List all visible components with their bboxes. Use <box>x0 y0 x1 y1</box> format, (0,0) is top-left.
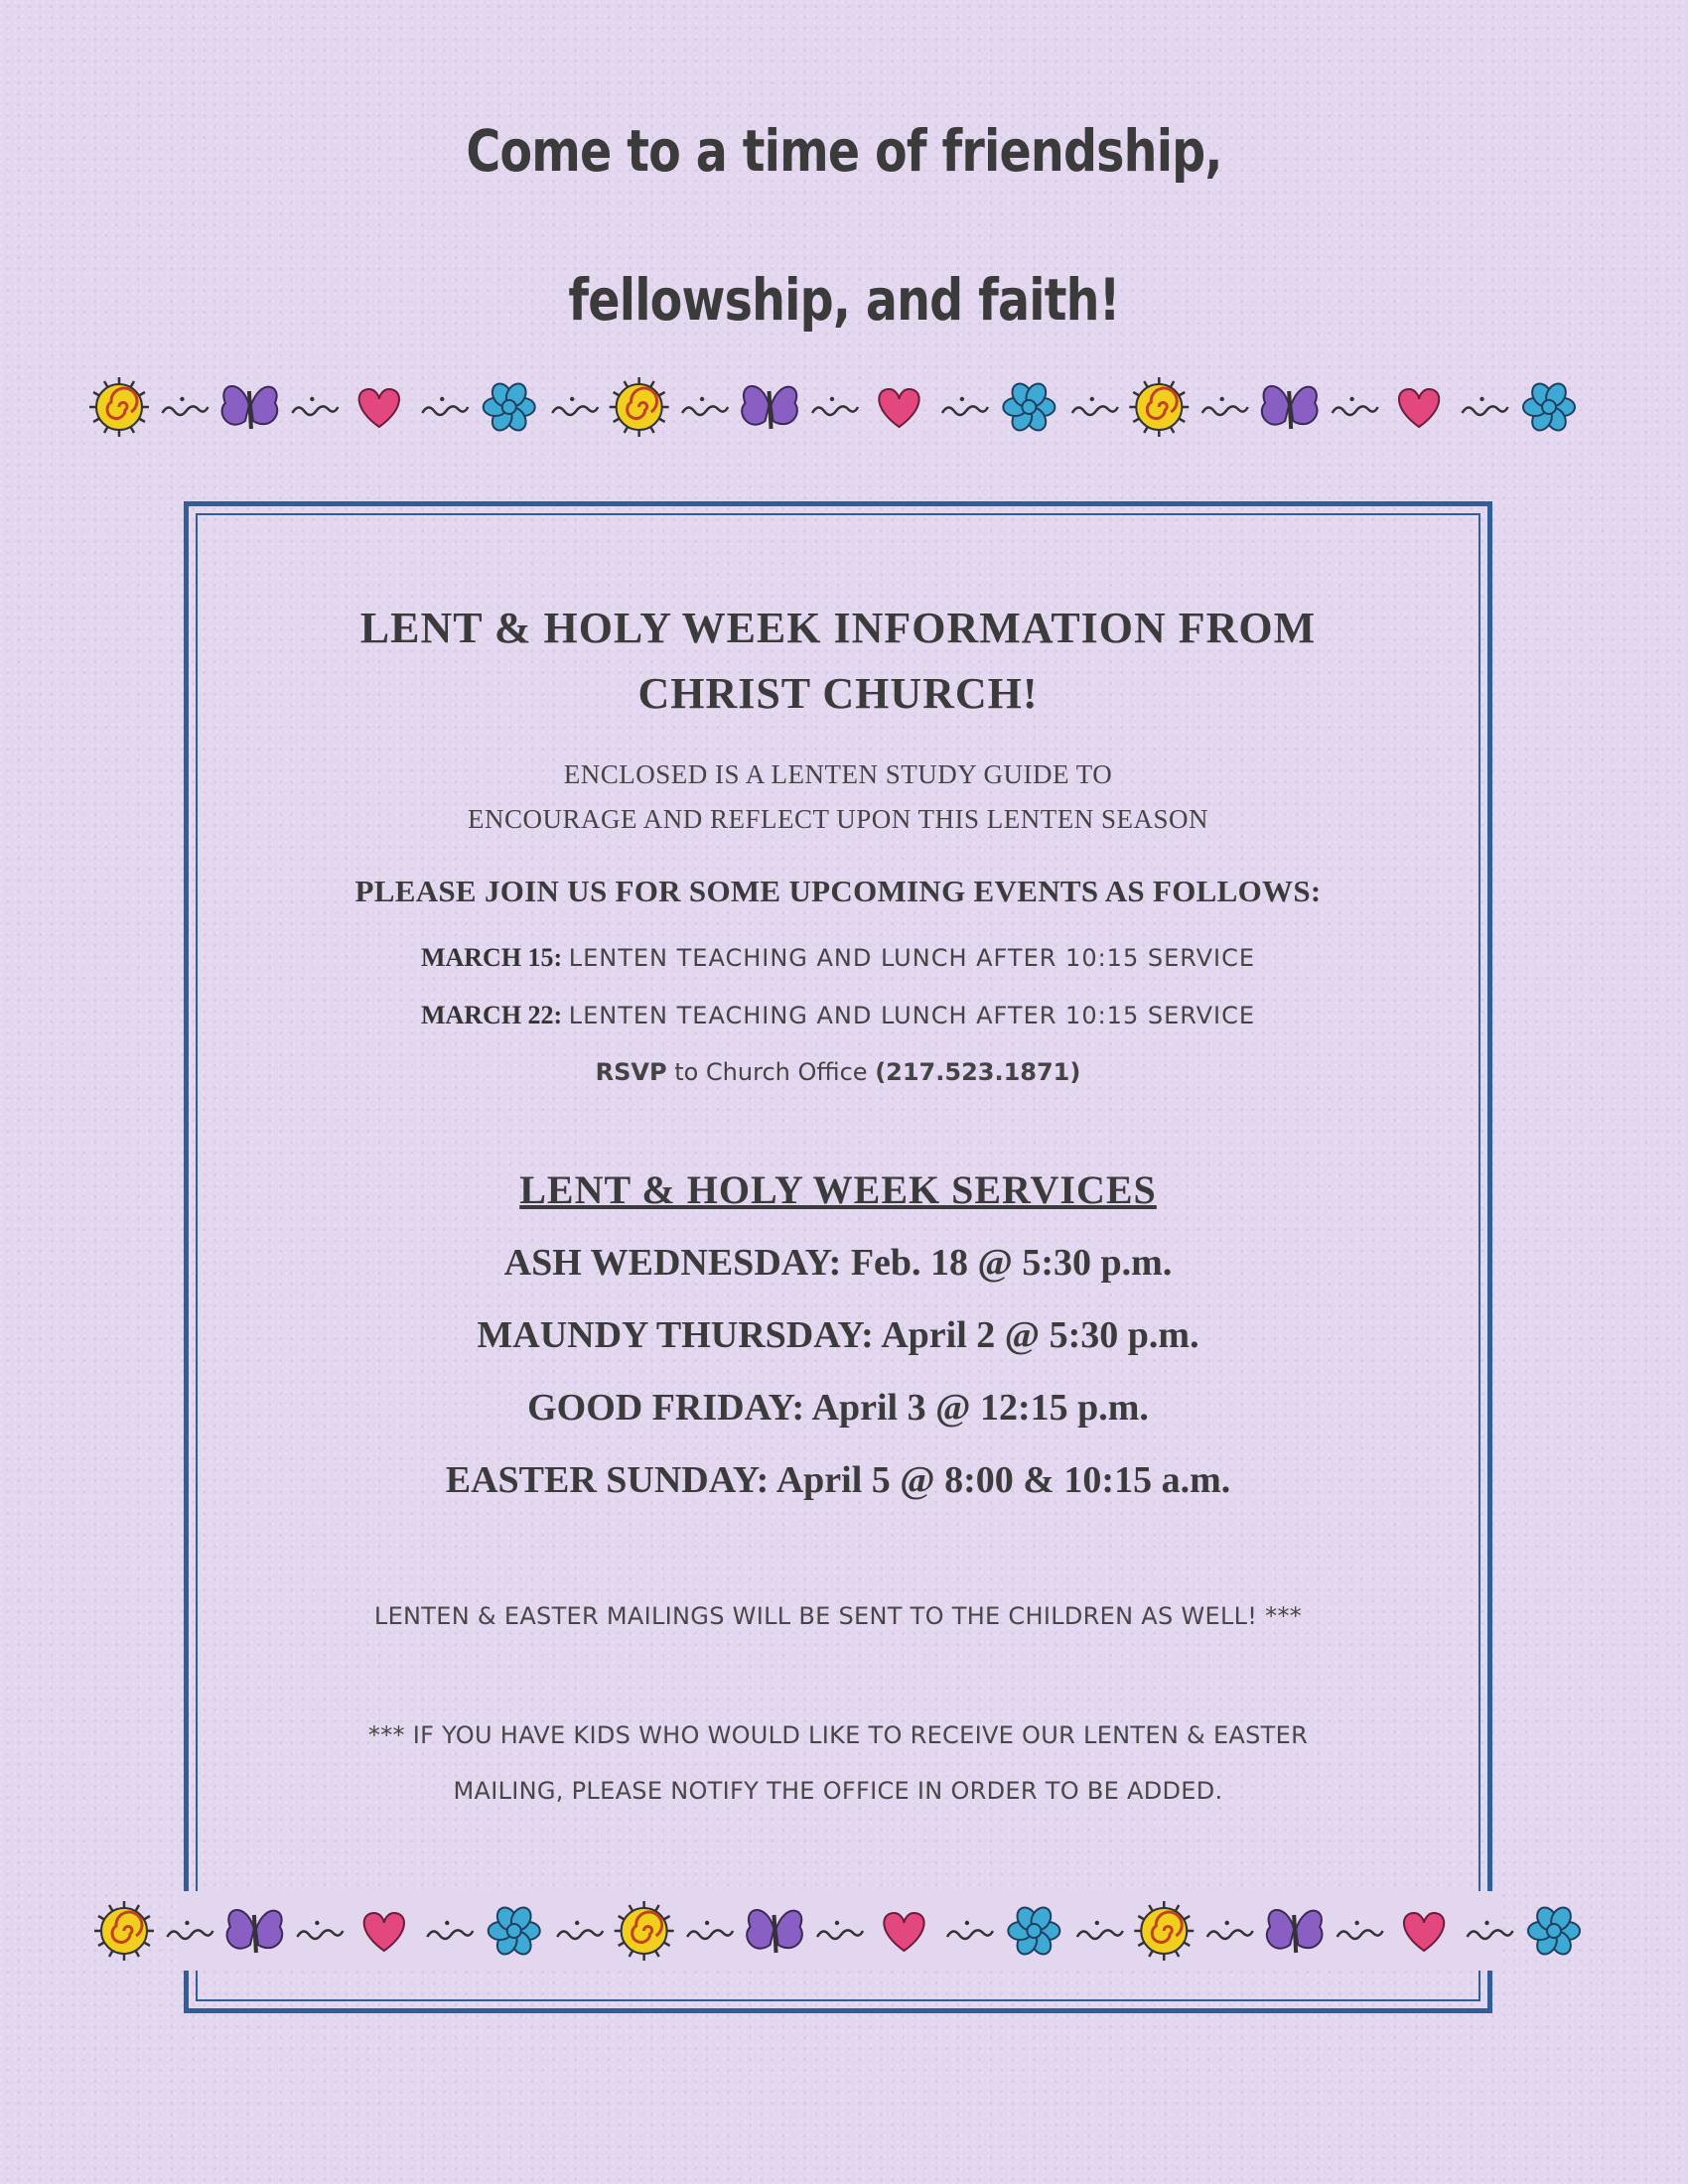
mailing-note: LENTEN & EASTER MAILINGS WILL BE SENT TO THE CHILDREN AS WELL! *** <box>373 1602 1303 1630</box>
squiggle-icon <box>1072 397 1118 415</box>
squiggle-icon <box>687 1921 733 1939</box>
event-text: LENTEN TEACHING AND LUNCH AFTER 10:15 SERVICE <box>568 1002 1256 1029</box>
butterfly-icon <box>222 386 278 429</box>
flower-icon <box>1003 380 1055 434</box>
sun-icon <box>89 377 149 437</box>
intro-text <box>196 752 1480 842</box>
join-heading: PLEASE JOIN US FOR SOME UPCOMING EVENTS AS FOLLOWS: <box>354 874 1322 908</box>
squiggle-icon <box>947 1921 993 1939</box>
squiggle-icon <box>552 397 598 415</box>
info-title-line-1: LENT & HOLY WEEK INFORMATION FROM <box>359 604 1317 652</box>
heart-icon <box>364 1913 404 1951</box>
sun-icon <box>1129 377 1189 437</box>
heart-icon <box>1404 1913 1444 1951</box>
decorative-border-bottom <box>89 1896 1589 1966</box>
kids-note <box>196 1707 1480 1819</box>
heart-icon <box>884 1913 923 1951</box>
sun-icon <box>615 1901 674 1961</box>
event-date: MARCH 22: <box>420 1001 563 1029</box>
rsvp-label: RSVP <box>595 1058 667 1086</box>
squiggle-icon <box>422 397 468 415</box>
services-heading: LENT & HOLY WEEK SERVICES <box>519 1167 1157 1212</box>
butterfly-icon <box>1267 1910 1323 1953</box>
event-text: LENTEN TEACHING AND LUNCH AFTER 10:15 SERVICE <box>568 944 1256 972</box>
sun-icon <box>1134 1901 1194 1961</box>
info-title-line-2: CHRIST CHURCH! <box>637 669 1039 718</box>
service-good-friday: GOOD FRIDAY: April 3 @ 12:15 p.m. <box>527 1387 1149 1429</box>
rsvp-line <box>196 1058 1480 1086</box>
flower-icon <box>489 1904 540 1958</box>
squiggle-icon <box>1468 1921 1513 1939</box>
butterfly-icon <box>747 1910 802 1953</box>
event-date: MARCH 15: <box>420 943 563 972</box>
butterfly-icon <box>227 1910 283 1953</box>
squiggle-icon <box>682 397 728 415</box>
intro-line-2: ENCOURAGE AND REFLECT UPON THIS LENTEN SEASON <box>467 804 1209 834</box>
squiggle-icon <box>297 1921 343 1939</box>
info-title <box>196 596 1480 727</box>
squiggle-icon <box>1463 397 1508 415</box>
flower-icon <box>484 380 535 434</box>
squiggle-icon <box>1333 397 1378 415</box>
squiggle-icon <box>427 1921 473 1939</box>
heart-icon <box>879 389 918 427</box>
rsvp-text: to Church Office <box>674 1058 868 1086</box>
heart-icon <box>1399 389 1439 427</box>
sun-icon <box>94 1901 154 1961</box>
squiggle-icon <box>942 397 988 415</box>
rsvp-phone: (217.523.1871) <box>875 1058 1081 1086</box>
event-march-15 <box>196 943 1480 973</box>
squiggle-icon <box>167 1921 212 1939</box>
flower-icon <box>1008 1904 1059 1958</box>
squiggle-icon <box>1337 1921 1383 1939</box>
kids-note-line-1: *** IF YOU HAVE KIDS WHO WOULD LIKE TO RECEIVE OUR LENTEN & EASTER <box>367 1721 1309 1749</box>
sun-icon <box>610 377 669 437</box>
squiggle-icon <box>162 397 208 415</box>
service-ash-wednesday: ASH WEDNESDAY: Feb. 18 @ 5:30 p.m. <box>503 1242 1173 1284</box>
headline-line-1: Come to a time of friendship, <box>466 117 1222 185</box>
service-maundy-thursday: MAUNDY THURSDAY: April 2 @ 5:30 p.m. <box>477 1314 1199 1356</box>
flower-icon <box>1528 1904 1580 1958</box>
flower-icon <box>1523 380 1575 434</box>
squiggle-icon <box>1077 1921 1123 1939</box>
headline-line-2: fellowship, and faith! <box>568 266 1120 334</box>
event-march-22 <box>196 1001 1480 1030</box>
butterfly-icon <box>742 386 797 429</box>
kids-note-line-2: MAILING, PLEASE NOTIFY THE OFFICE IN ORDER TO BE ADDED. <box>453 1777 1223 1805</box>
butterfly-icon <box>1262 386 1318 429</box>
squiggle-icon <box>557 1921 603 1939</box>
squiggle-icon <box>292 397 338 415</box>
squiggle-icon <box>1202 397 1248 415</box>
squiggle-icon <box>812 397 858 415</box>
squiggle-icon <box>1207 1921 1253 1939</box>
squiggle-icon <box>817 1921 863 1939</box>
intro-line-1: ENCLOSED IS A LENTEN STUDY GUIDE TO <box>563 759 1113 789</box>
heart-icon <box>359 389 399 427</box>
service-easter-sunday: EASTER SUNDAY: April 5 @ 8:00 & 10:15 a.m. <box>445 1459 1231 1501</box>
decorative-border-top <box>84 372 1584 442</box>
